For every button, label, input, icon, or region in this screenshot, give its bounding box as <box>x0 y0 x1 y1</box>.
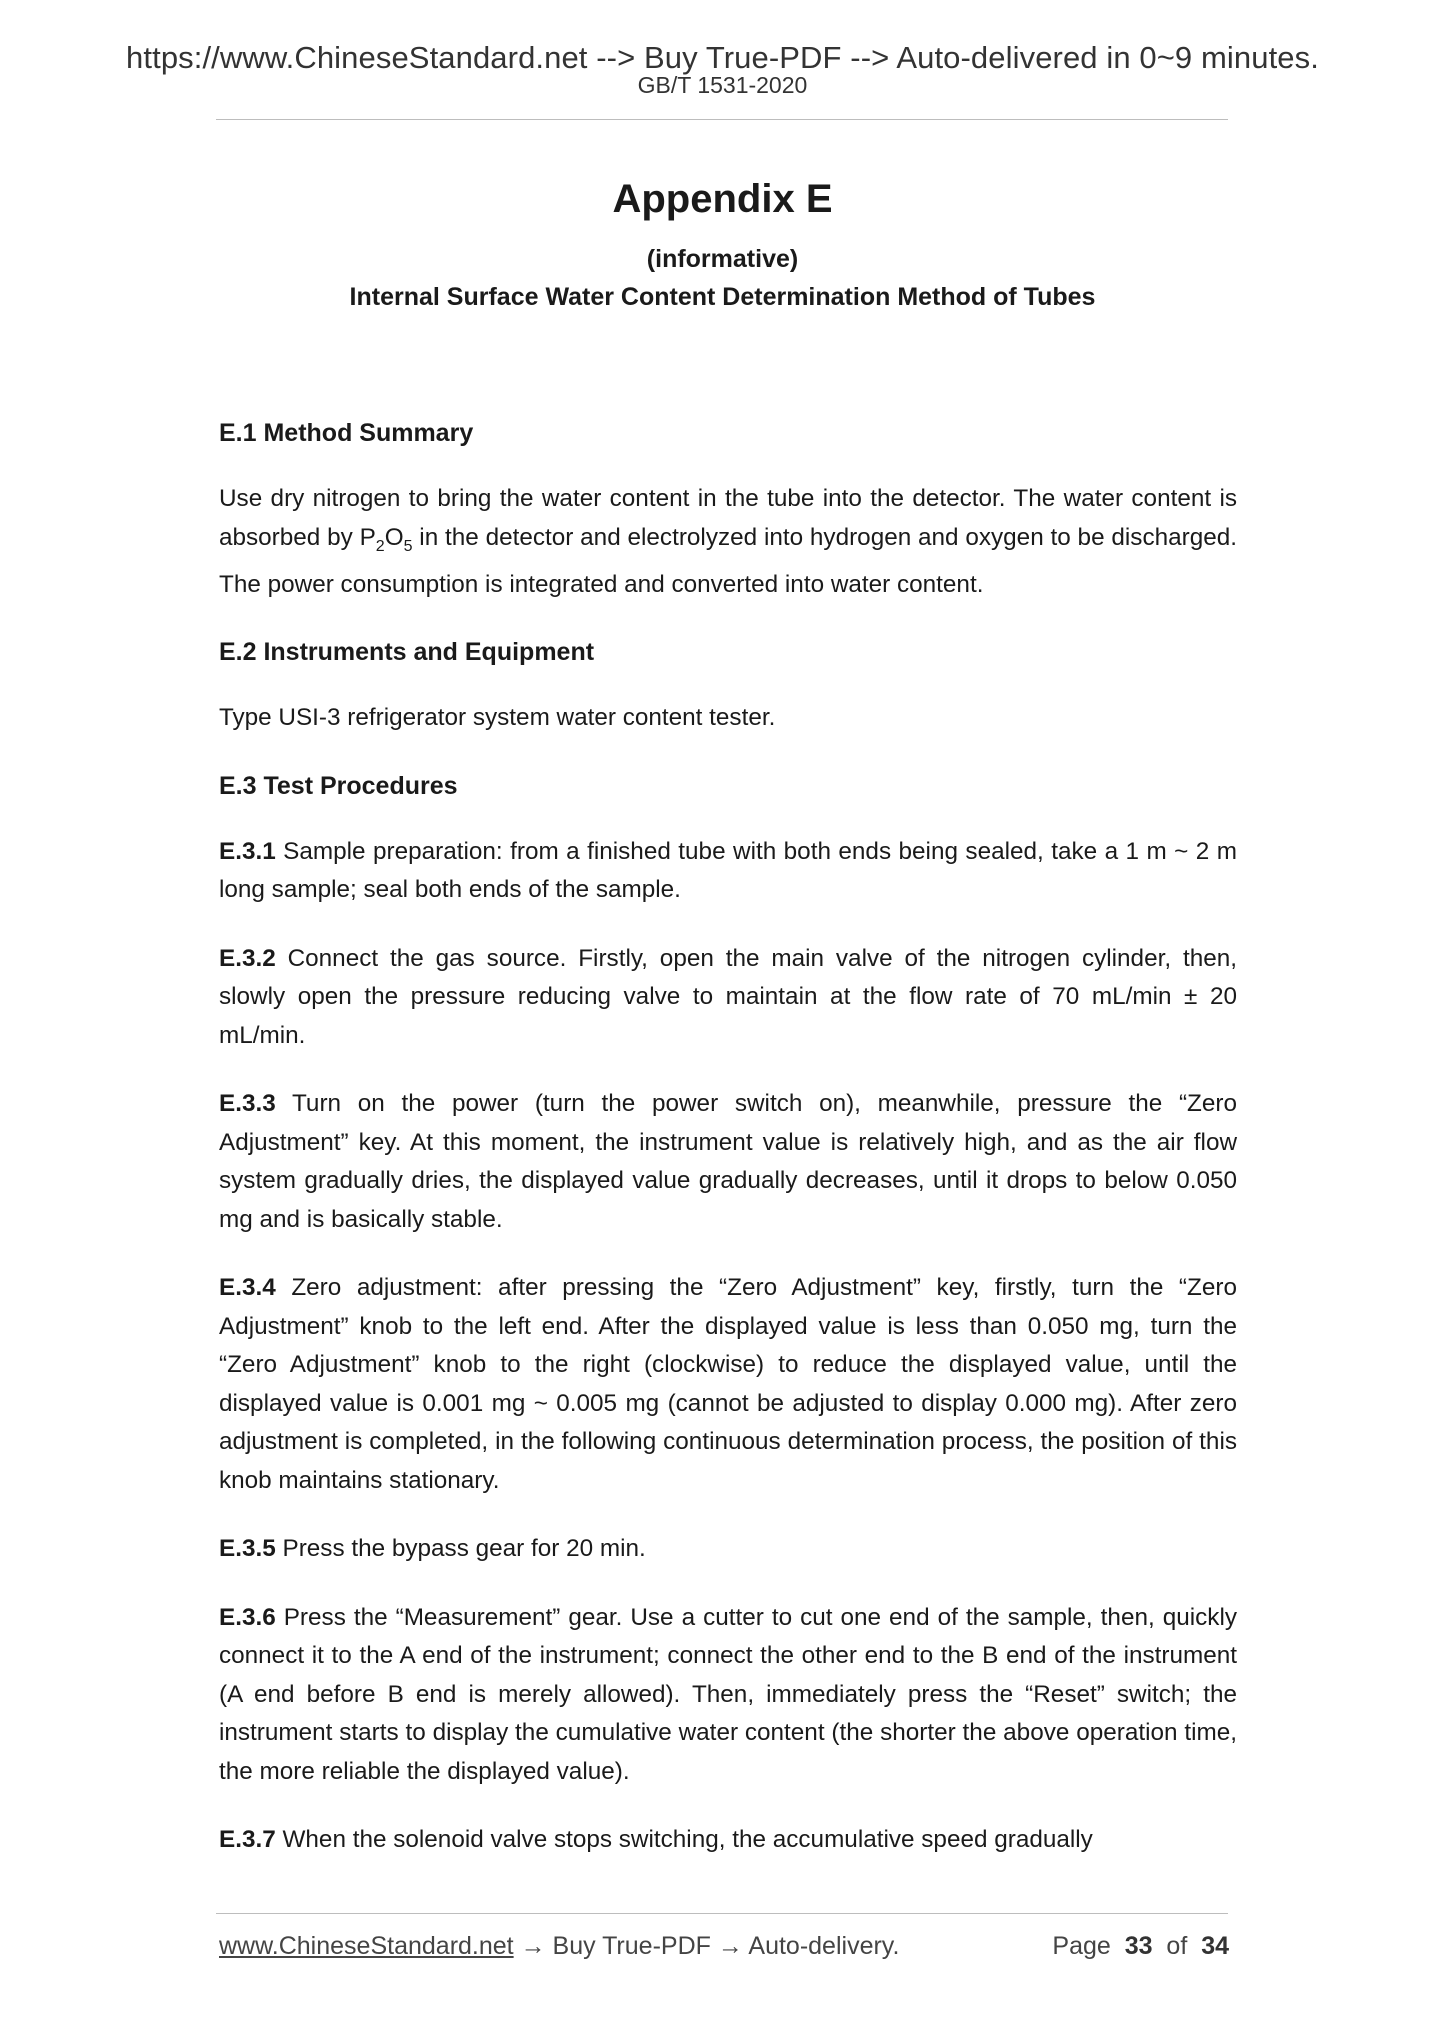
step-e3-5 <box>219 1530 1237 1569</box>
section-heading-e3: E.3 Test Procedures <box>219 771 458 800</box>
appendix-title: Appendix E <box>612 177 833 221</box>
step-number: E.3.7 <box>219 1826 276 1854</box>
step-text: Zero adjustment: after pressing the “Zero Adjustment” key, firstly, turn the “Zero Adjustment” knob to the left end. After the displayed value is less than 0.050 mg, turn the “Zero Adjustment” knob to the right (clockwise) to reduce the displayed value, until the displayed value is 0.001 mg ~ 0.005 mg (cannot be adjusted to display 0.000 mg). After zero adjustment is completed, in the following continuous determination process, the position of this knob maintains stationary. <box>219 1274 1237 1494</box>
step-text: Press the “Measurement” gear. Use a cutter to cut one end of the sample, then, quickly connect it to the A end of the instrument; connect the other end to the B end of the instrument (A end before B end is merely allowed). Then, immediately press the “Reset” switch; the instrument starts to display the cumulative water content (the shorter the above operation time, the more reliable the displayed value). <box>219 1603 1237 1785</box>
section-heading-e2: E.2 Instruments and Equipment <box>219 638 595 667</box>
step-e3-1 <box>219 833 1237 910</box>
step-number: E.3.3 <box>219 1090 276 1118</box>
document-body <box>219 414 1237 1860</box>
section-heading-e1: E.1 Method Summary <box>219 419 474 447</box>
step-number: E.3.4 <box>219 1274 276 1302</box>
step-text: Press the bypass gear for 20 min. <box>275 1535 646 1563</box>
step-e3-4 <box>219 1269 1237 1500</box>
step-text: Connect the gas source. Firstly, open the main valve of the nitrogen cylinder, then, slowly open the pressure reducing valve to maintain at the flow rate of 70 mL/min ± 20 mL/min. <box>219 944 1237 1049</box>
step-number: E.3.1 <box>219 837 276 865</box>
appendix-subtitle: Internal Surface Water Content Determination Method of Tubes <box>349 283 1096 311</box>
e1-text-a: Use dry nitrogen to bring the water content in the tube into the detector. The water content is absorbed by P <box>219 485 1237 551</box>
step-text: Sample preparation: from a finished tube with both ends being sealed, take a 1 m ~ 2 m long sample; seal both ends of the sample. <box>219 837 1237 904</box>
page-of: of <box>1166 1932 1188 1960</box>
source-banner: https://www.ChineseStandard.net --> Buy True-PDF --> Auto-delivered in 0~9 minutes. <box>126 40 1319 75</box>
e1-subscript-a: 2 <box>375 537 385 555</box>
step-e3-6 <box>219 1599 1237 1792</box>
step-text: When the solenoid valve stops switching, the accumulative speed gradually <box>275 1826 1093 1854</box>
page-footer <box>219 1932 1229 1961</box>
page-current: 33 <box>1124 1932 1153 1960</box>
e1-text-b: O <box>384 523 404 551</box>
step-e3-2 <box>219 940 1237 1056</box>
step-number: E.3.2 <box>219 944 276 972</box>
footer-suffix: → Buy True-PDF → Auto-delivery. <box>513 1932 900 1960</box>
section-e2-paragraph: Type USI-3 refrigerator system water content tester. <box>219 704 776 732</box>
appendix-type: (informative) <box>646 245 799 273</box>
header-divider <box>216 119 1228 120</box>
footer-divider <box>216 1913 1228 1914</box>
e1-subscript-b: 5 <box>403 537 413 555</box>
standard-code: GB/T 1531-2020 <box>637 72 808 98</box>
step-e3-3 <box>219 1085 1237 1239</box>
step-number: E.3.5 <box>219 1535 276 1563</box>
e1-text-c: in the detector and electrolyzed into hydrogen and oxygen to be discharged. The power consumption is integrated and converted into water content. <box>219 523 1237 598</box>
page-indicator <box>1052 1932 1229 1961</box>
step-e3-7 <box>219 1821 1237 1860</box>
section-e1-paragraph <box>219 480 1237 604</box>
page-label: Page <box>1052 1932 1111 1960</box>
footer-site-link[interactable]: www.ChineseStandard.net <box>219 1932 514 1960</box>
page-total: 34 <box>1201 1932 1229 1960</box>
step-number: E.3.6 <box>219 1603 276 1631</box>
step-text: Turn on the power (turn the power switch on), meanwhile, pressure the “Zero Adjustment” key. At this moment, the instrument value is relatively high, and as the air flow system gradually dries, the displayed value gradually decreases, until it drops to below 0.050 mg and is basically stable. <box>219 1090 1237 1233</box>
